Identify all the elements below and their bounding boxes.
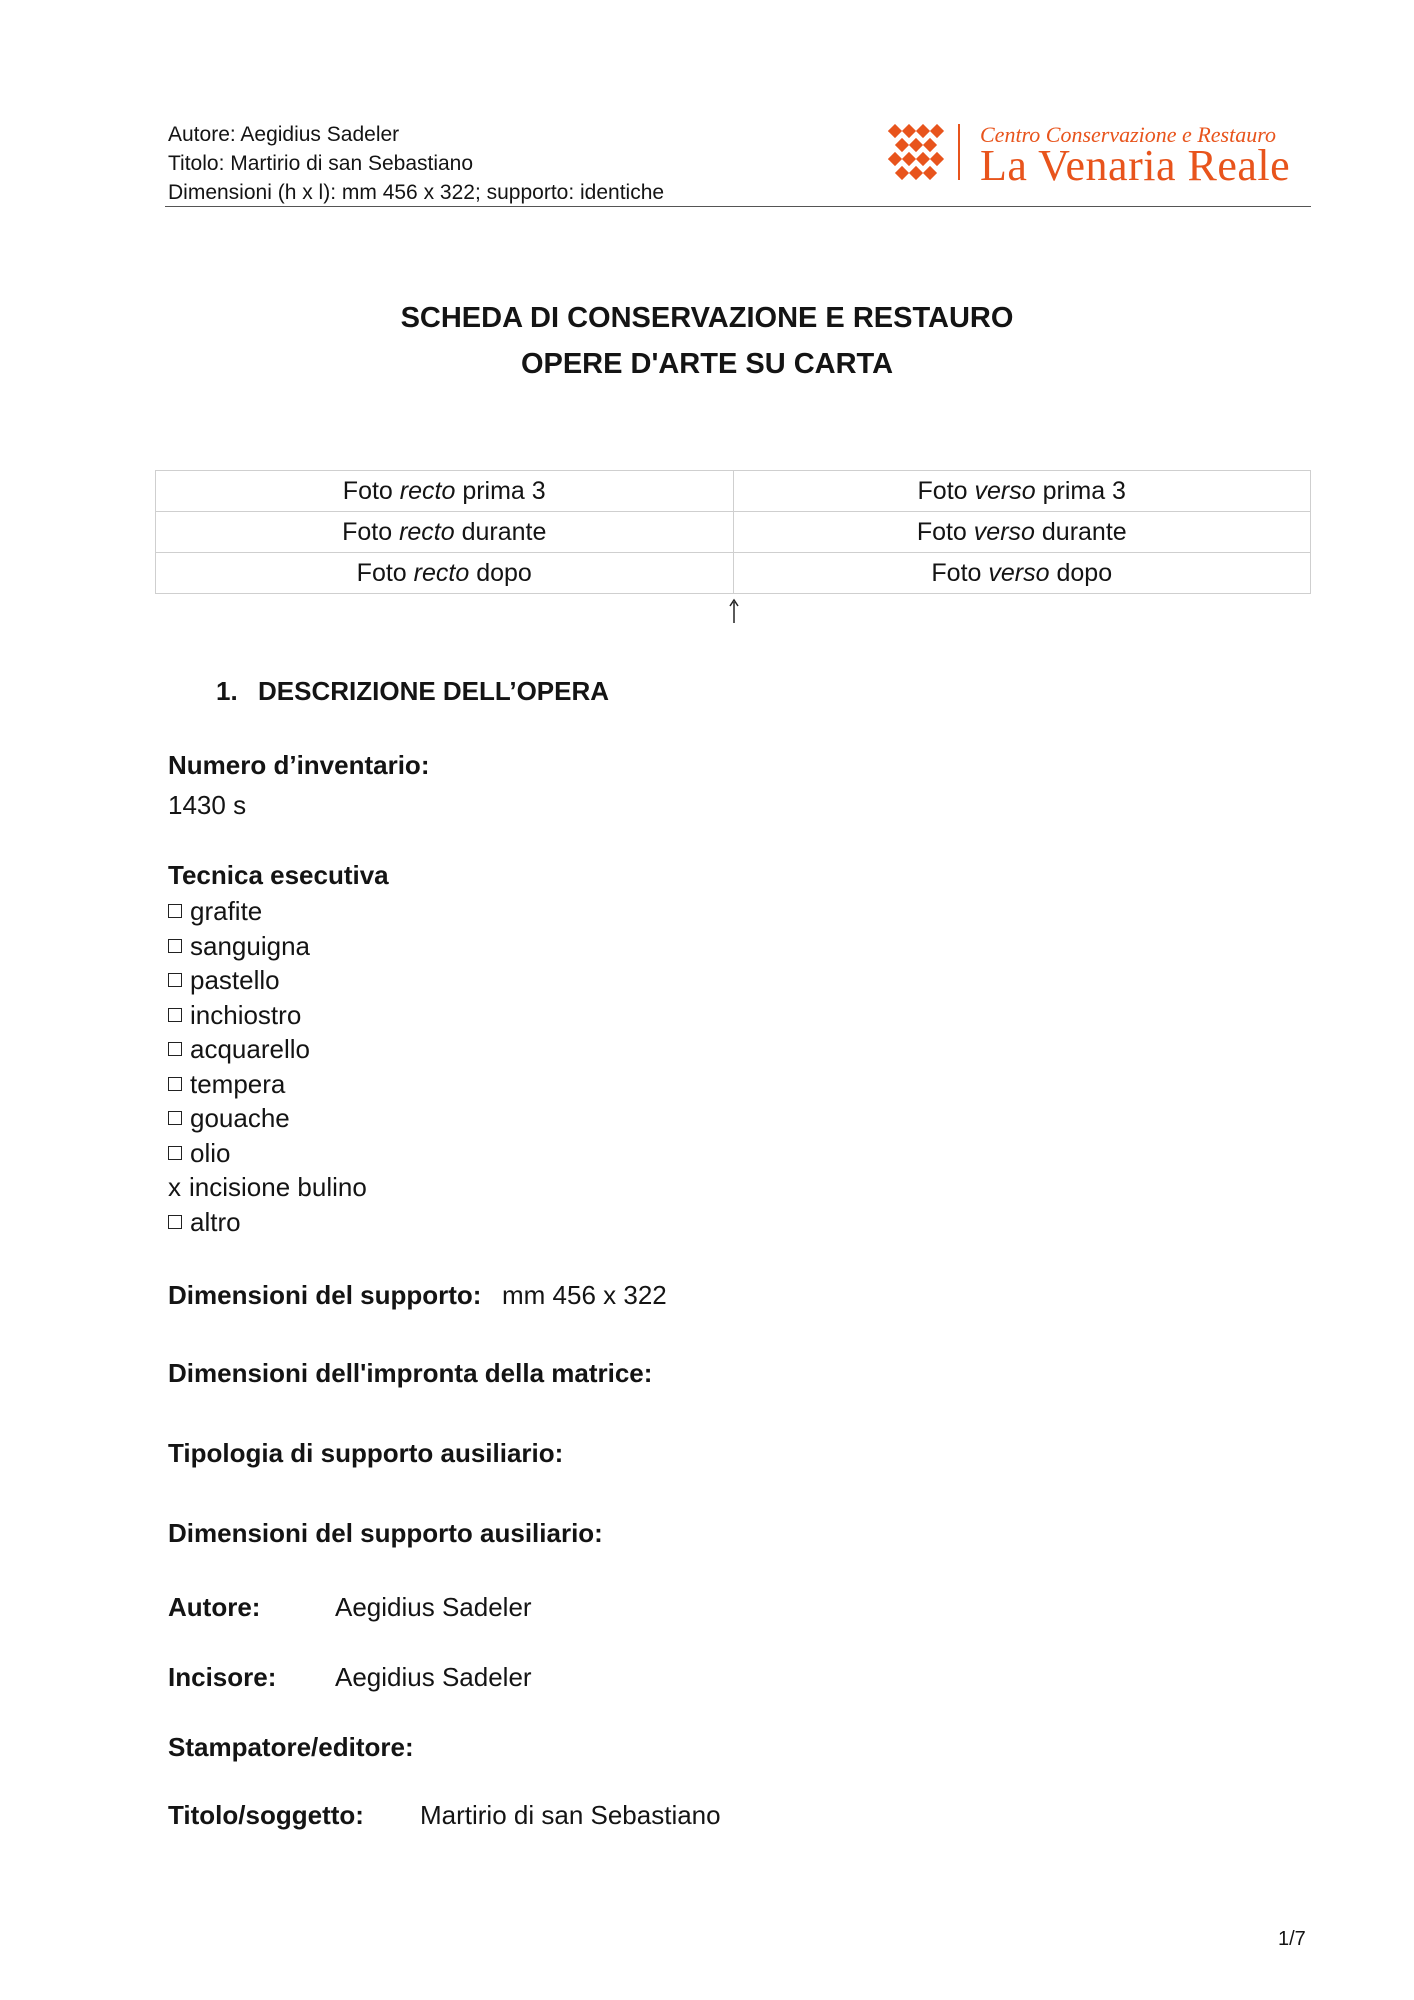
- photo-table: [155, 470, 1311, 594]
- checkbox[interactable]: [168, 1111, 182, 1125]
- subject-label: Titolo/soggetto:: [168, 1800, 364, 1830]
- list-item: altro: [168, 1205, 367, 1240]
- checkbox[interactable]: [168, 939, 182, 953]
- header-rule: [165, 206, 1311, 207]
- plate-dims-label: Dimensioni dell'impronta della matrice:: [168, 1358, 653, 1388]
- aux-support-dims-label: Dimensioni del supporto ausiliario:: [168, 1518, 603, 1548]
- list-item: olio: [168, 1136, 367, 1171]
- engraver-value: Aegidius Sadeler: [335, 1662, 532, 1692]
- document-title-line2: OPERE D'ARTE SU CARTA: [520, 348, 894, 380]
- author-label: Autore:: [168, 1592, 261, 1622]
- logo-separator: [958, 124, 960, 180]
- list-item: pastello: [168, 963, 367, 998]
- photo-cell-recto: Foto recto prima 3: [156, 471, 734, 512]
- list-item: x incisione bulino: [168, 1170, 367, 1205]
- checkbox[interactable]: [168, 1215, 182, 1229]
- checkbox[interactable]: [168, 1042, 182, 1056]
- page-number: 1/7: [1278, 1928, 1306, 1950]
- technique-list: [168, 894, 367, 1239]
- photo-cell-verso: Foto verso dopo: [733, 553, 1311, 594]
- arrow-up-icon: [728, 598, 740, 624]
- table-row: [156, 553, 1311, 594]
- section-number: 1.: [216, 676, 238, 706]
- section-heading: DESCRIZIONE DELL’OPERA: [258, 676, 610, 706]
- photo-cell-recto: Foto recto durante: [156, 512, 734, 553]
- header-title: Titolo: Martirio di san Sebastiano: [168, 152, 474, 175]
- checkbox[interactable]: [168, 1008, 182, 1022]
- photo-cell-verso: Foto verso prima 3: [733, 471, 1311, 512]
- header-author: Autore: Aegidius Sadeler: [168, 123, 400, 146]
- inventory-value: 1430 s: [168, 790, 247, 820]
- support-dims-value: mm 456 x 322: [502, 1280, 667, 1310]
- inventory-label: Numero d’inventario:: [168, 750, 430, 780]
- table-row: [156, 512, 1311, 553]
- aux-support-type-label: Tipologia di supporto ausiliario:: [168, 1438, 564, 1468]
- diamond-grid-icon: [888, 124, 946, 185]
- checkbox[interactable]: [168, 904, 182, 918]
- list-item: tempera: [168, 1067, 367, 1102]
- photo-cell-verso: Foto verso durante: [733, 512, 1311, 553]
- list-item: sanguigna: [168, 929, 367, 964]
- list-item: gouache: [168, 1101, 367, 1136]
- author-value: Aegidius Sadeler: [335, 1592, 532, 1622]
- checkbox[interactable]: [168, 973, 182, 987]
- photo-cell-recto: Foto recto dopo: [156, 553, 734, 594]
- engraver-label: Incisore:: [168, 1662, 277, 1692]
- logo-title: La Venaria Reale: [980, 141, 1291, 190]
- document-title-line1: SCHEDA DI CONSERVAZIONE E RESTAURO: [400, 302, 1014, 334]
- header-dimensions: Dimensioni (h x l): mm 456 x 322; supporto: identiche: [168, 181, 665, 204]
- checkbox[interactable]: [168, 1077, 182, 1091]
- list-item: grafite: [168, 894, 367, 929]
- subject-value: Martirio di san Sebastiano: [420, 1800, 721, 1830]
- checked-mark[interactable]: x: [168, 1172, 181, 1202]
- support-dims-label: Dimensioni del supporto:: [168, 1280, 482, 1310]
- table-row: [156, 471, 1311, 512]
- list-item: acquarello: [168, 1032, 367, 1067]
- list-item: inchiostro: [168, 998, 367, 1033]
- checkbox[interactable]: [168, 1146, 182, 1160]
- technique-label: Tecnica esecutiva: [168, 860, 389, 890]
- printer-label: Stampatore/editore:: [168, 1732, 414, 1762]
- logo-subtitle: Centro Conservazione e Restauro: [980, 122, 1276, 147]
